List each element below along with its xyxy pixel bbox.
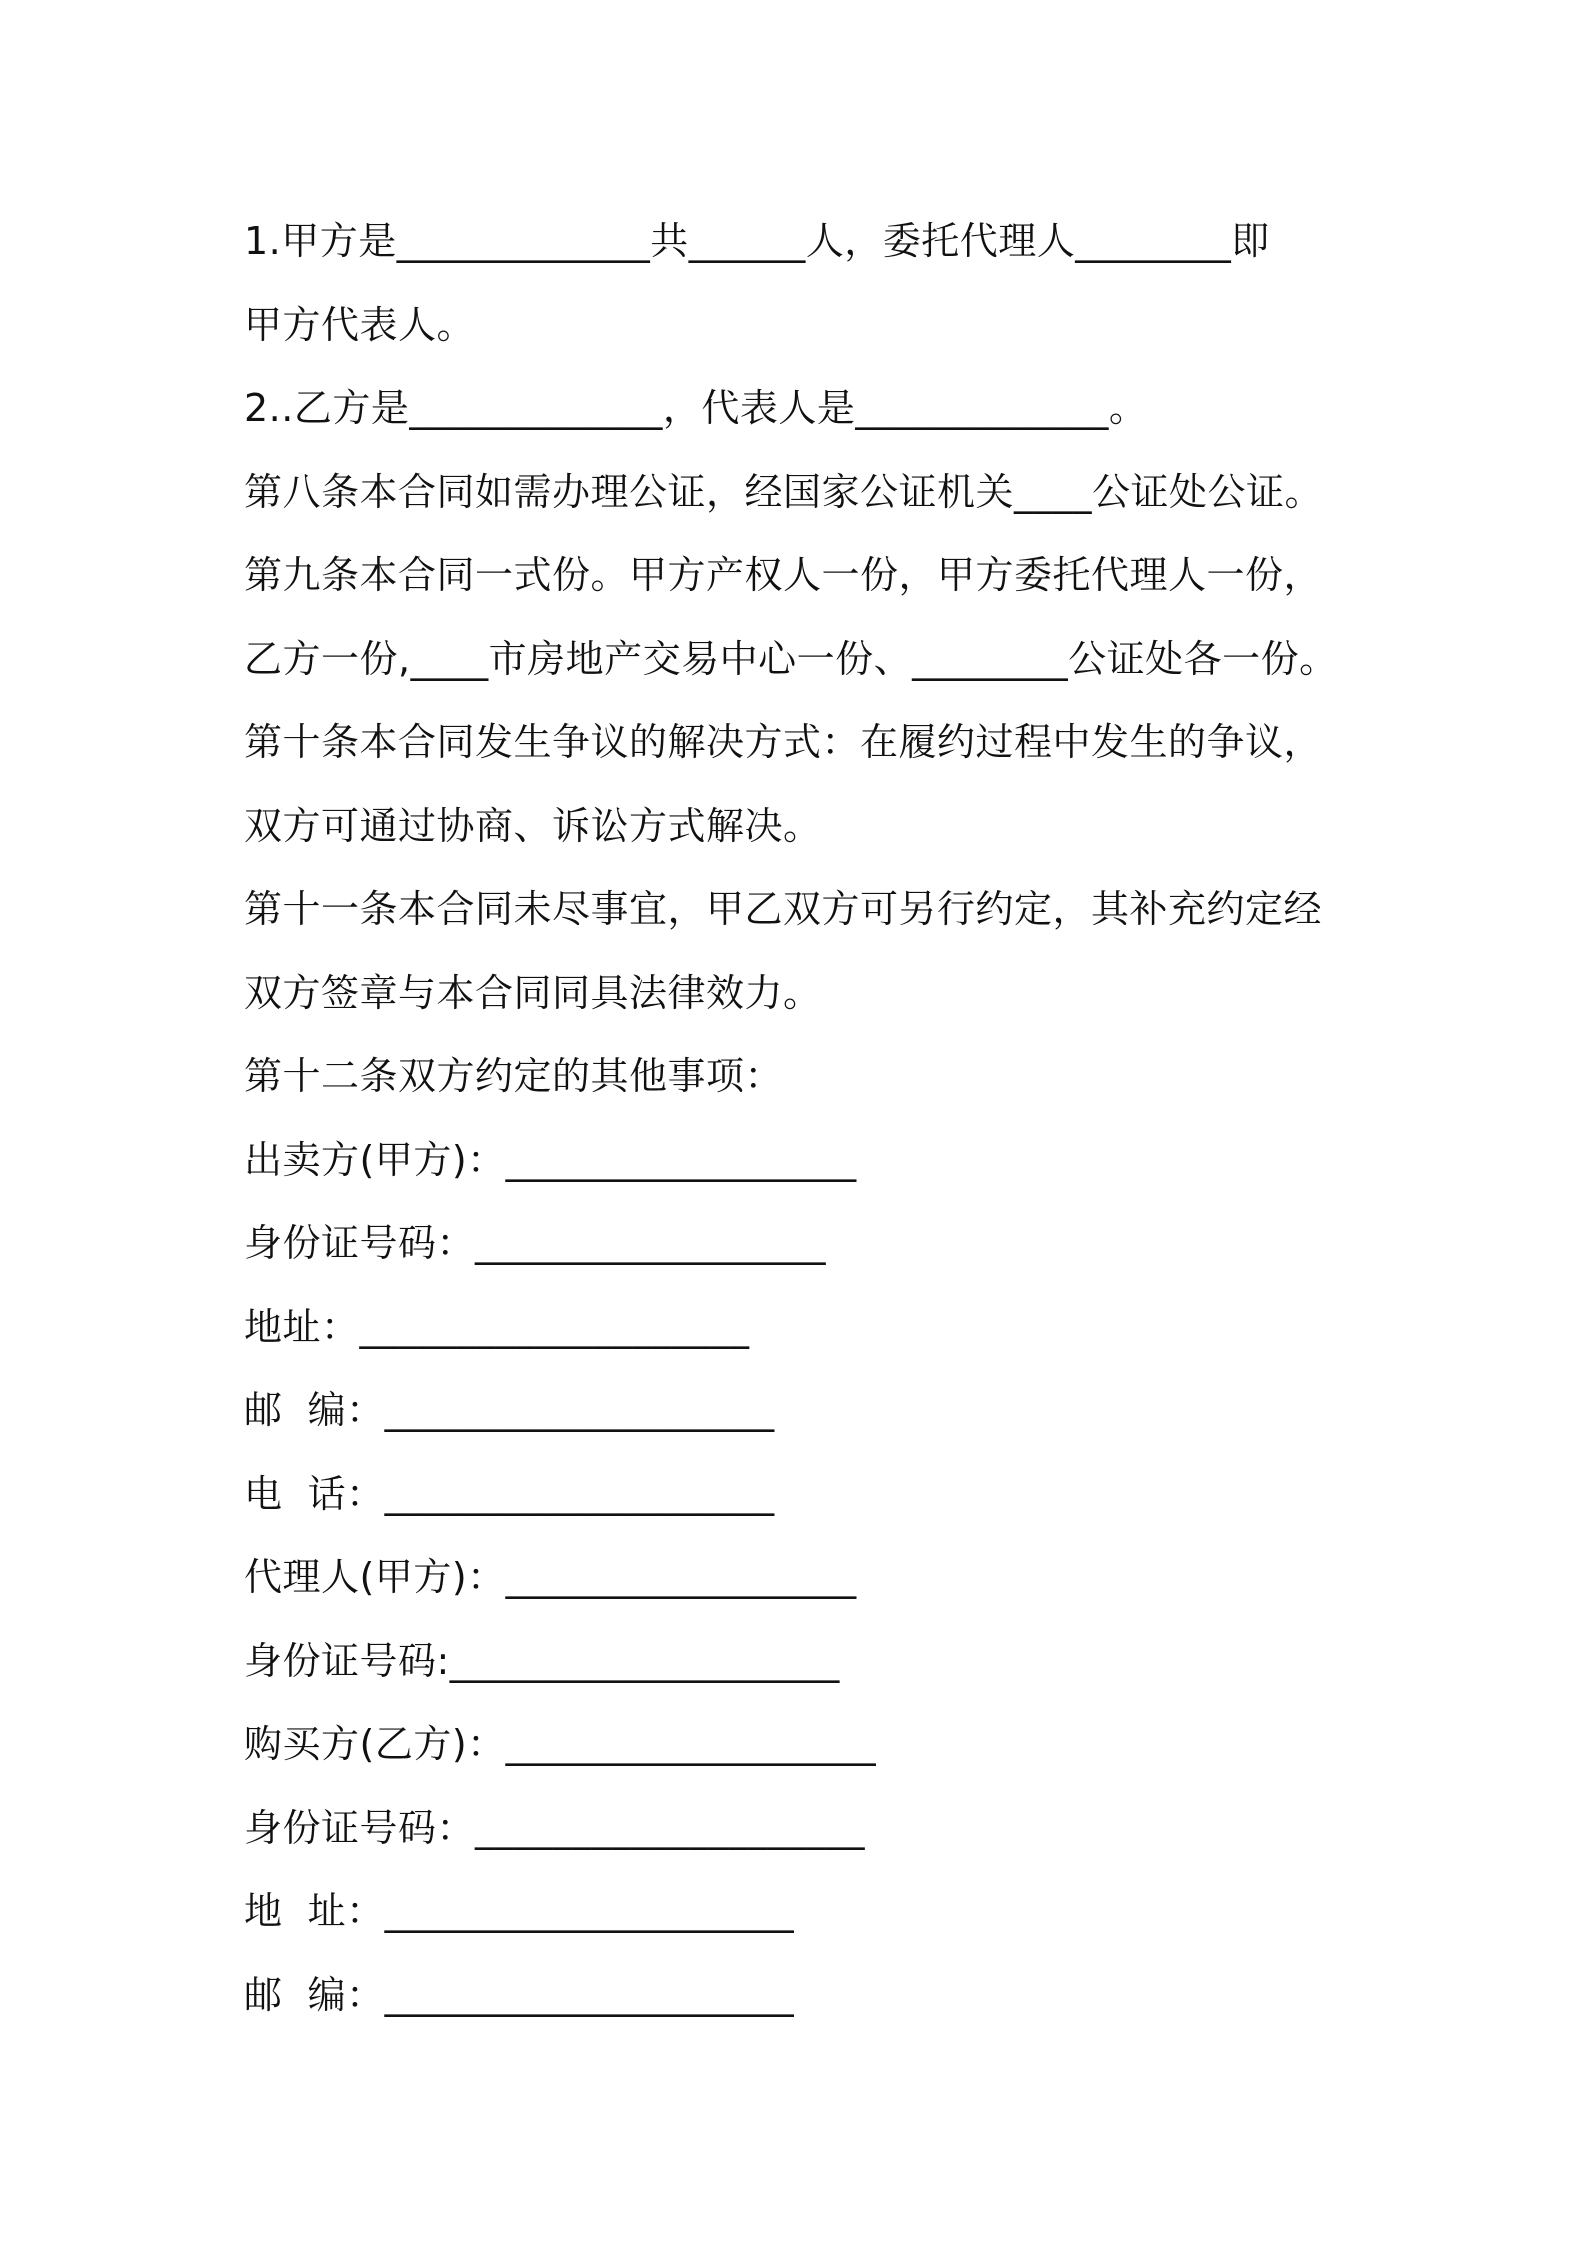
clause-party-a-line-2: 甲方代表人。: [244, 302, 476, 347]
seller-field: 出卖方(甲方)：__________________: [244, 1137, 857, 1182]
buyer-address-field: 地 址：_____________________: [244, 1889, 795, 1933]
clause-party-a-line-1: 1.甲方是_____________共______人，委托代理人________即: [244, 219, 1270, 263]
article-11-line-2: 双方签章与本合同同具法律效力。: [244, 970, 822, 1015]
buyer-postcode-field: 邮 编：_____________________: [244, 1972, 795, 2017]
article-9-line-2: 乙方一份,____市房地产交易中心一份、________公证处各一份。: [244, 636, 1338, 681]
seller-address-field: 地址：____________________: [244, 1304, 750, 1349]
seller-phone-field: 电 话：____________________: [244, 1471, 775, 1516]
seller-id-field: 身份证号码：__________________: [244, 1221, 827, 1265]
article-11-line-1: 第十一条本合同未尽事宜，甲乙双方可另行约定，其补充约定经: [244, 887, 1323, 931]
agent-id-field: 身份证号码:____________________: [244, 1638, 840, 1683]
article-8: 第八条本合同如需办理公证，经国家公证机关____公证处公证。: [244, 469, 1324, 514]
article-10-line-1: 第十条本合同发生争议的解决方式：在履约过程中发生的争议，: [244, 720, 1323, 764]
article-10-line-2: 双方可通过协商、诉讼方式解决。: [244, 803, 822, 848]
agent-field: 代理人(甲方)：__________________: [244, 1555, 857, 1599]
article-12: 第十二条双方约定的其他事项：: [244, 1054, 784, 1098]
buyer-id-field: 身份证号码：____________________: [244, 1805, 866, 1850]
buyer-field: 购买方(乙方)：___________________: [244, 1722, 877, 1766]
contract-body: [244, 200, 1394, 2037]
clause-party-b: 2..乙方是_____________，代表人是_____________。: [244, 386, 1148, 430]
article-9-line-1: 第九条本合同一式份。甲方产权人一份，甲方委托代理人一份，: [244, 553, 1323, 597]
seller-postcode-field: 邮 编：____________________: [244, 1388, 775, 1432]
